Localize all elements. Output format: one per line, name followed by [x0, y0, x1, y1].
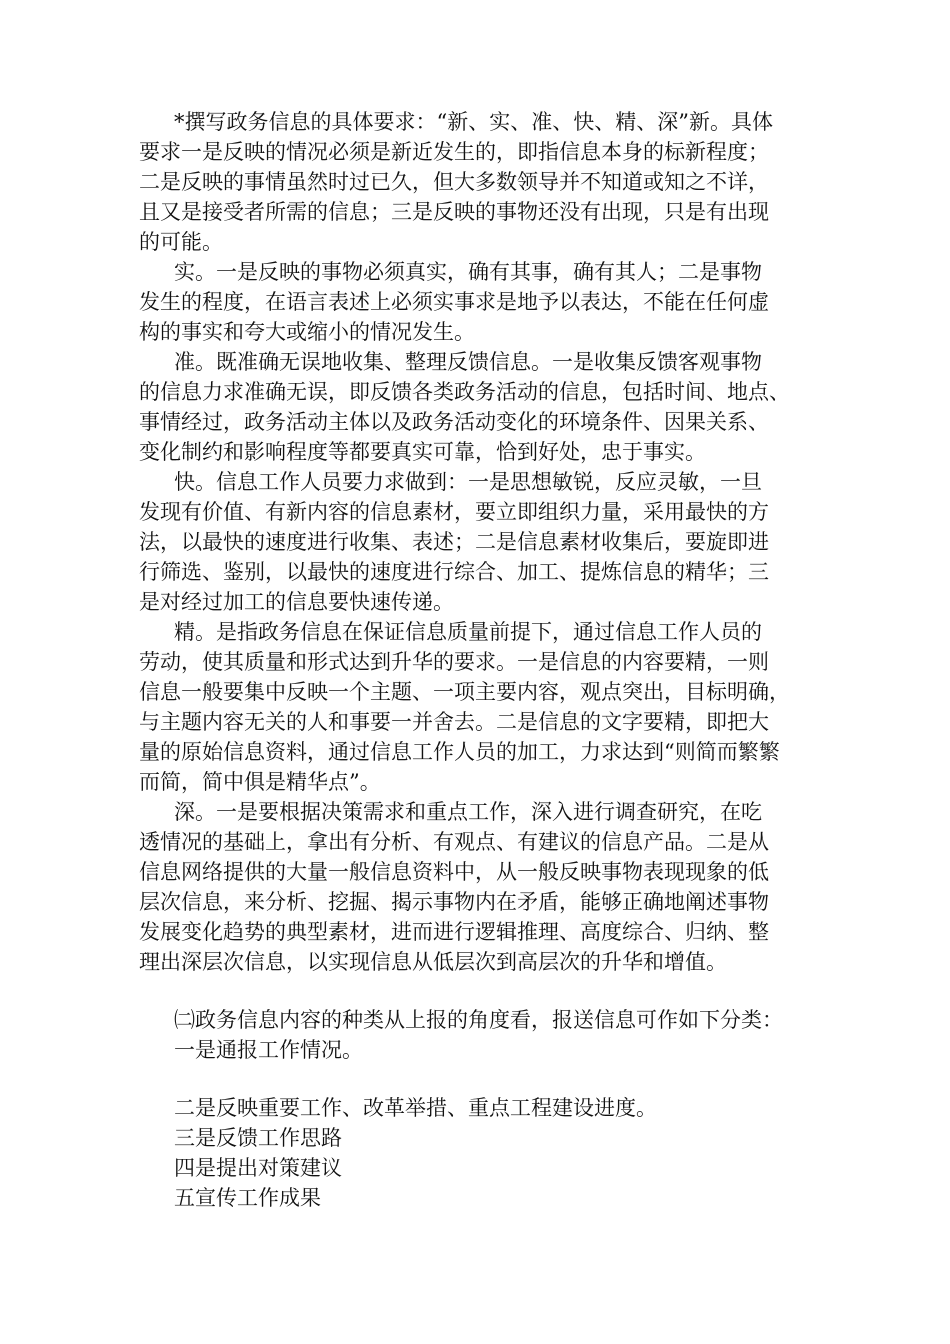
text-line: 要求一是反映的情况必须是新近发生的，即指信息本身的标新程度；: [139, 140, 769, 164]
text-line: 与主题内容无关的人和事要一并舍去。二是信息的文字要精，即把大: [139, 710, 769, 734]
list-item: 四是提出对策建议: [174, 1156, 342, 1180]
text-line: 发生的程度，在语言表述上必须实事求是地予以表达，不能在任何虚: [139, 290, 769, 314]
text-line: 信息网络提供的大量一般信息资料中，从一般反映事物表现现象的低: [139, 860, 769, 884]
text-line: 的可能。: [139, 230, 223, 254]
text-line: 深。一是要根据决策需求和重点工作，深入进行调查研究，在吃: [174, 800, 762, 824]
text-line: 二是反映的事情虽然时过已久，但大多数领导并不知道或知之不详，: [139, 170, 769, 194]
section-heading: ㈡政务信息内容的种类从上报的角度看，报送信息可作如下分类：: [174, 1008, 783, 1032]
text-line: 量的原始信息资料，通过信息工作人员的加工，力求达到“则简而繁繁: [139, 740, 780, 764]
text-line: 而简，简中俱是精华点”。: [139, 770, 381, 794]
text-line: 层次信息，来分析、挖掘、揭示事物内在矛盾，能够正确地阐述事物: [139, 890, 769, 914]
text-line: 法，以最快的速度进行收集、表述；二是信息素材收集后，要旋即进: [139, 530, 769, 554]
list-item: 三是反馈工作思路: [174, 1126, 342, 1150]
list-item: 二是反映重要工作、改革举措、重点工程建设进度。: [174, 1096, 657, 1120]
text-line: 发现有价值、有新内容的信息素材，要立即组织力量，采用最快的方: [139, 500, 769, 524]
text-line: 的信息力求准确无误，即反馈各类政务活动的信息，包括时间、地点、: [139, 380, 790, 404]
text-line: 精。是指政务信息在保证信息质量前提下，通过信息工作人员的: [174, 620, 762, 644]
text-line: 变化制约和影响程度等都要真实可靠，恰到好处，忠于事实。: [139, 440, 706, 464]
text-line: 发展变化趋势的典型素材，进而进行逻辑推理、高度综合、归纳、整: [139, 920, 769, 944]
text-line: 且又是接受者所需的信息；三是反映的事物还没有出现，只是有出现: [139, 200, 769, 224]
list-item: 五宣传工作成果: [174, 1186, 321, 1210]
text-line: 是对经过加工的信息要快速传递。: [139, 590, 454, 614]
text-line: 信息一般要集中反映一个主题、一项主要内容，观点突出，目标明确，: [139, 680, 790, 704]
text-line: 事情经过，政务活动主体以及政务活动变化的环境条件、因果关系、: [139, 410, 769, 434]
text-line: 行筛选、鉴别，以最快的速度进行综合、加工、提炼信息的精华；三: [139, 560, 769, 584]
text-line: 实。一是反映的事物必须真实，确有其事，确有其人；二是事物: [174, 260, 762, 284]
text-line: 透情况的基础上，拿出有分析、有观点、有建议的信息产品。二是从: [139, 830, 769, 854]
text-line: *撰写政务信息的具体要求：“新、实、准、快、精、深”新。具体: [174, 110, 773, 134]
text-line: 理出深层次信息，以实现信息从低层次到高层次的升华和增值。: [139, 950, 727, 974]
text-line: 劳动，使其质量和形式达到升华的要求。一是信息的内容要精，一则: [139, 650, 769, 674]
text-line: 构的事实和夸大或缩小的情况发生。: [139, 320, 475, 344]
list-item: 一是通报工作情况。: [174, 1038, 363, 1062]
text-line: 准。既准确无误地收集、整理反馈信息。一是收集反馈客观事物: [174, 350, 762, 374]
text-line: 快。信息工作人员要力求做到：一是思想敏锐，反应灵敏，一旦: [174, 470, 762, 494]
